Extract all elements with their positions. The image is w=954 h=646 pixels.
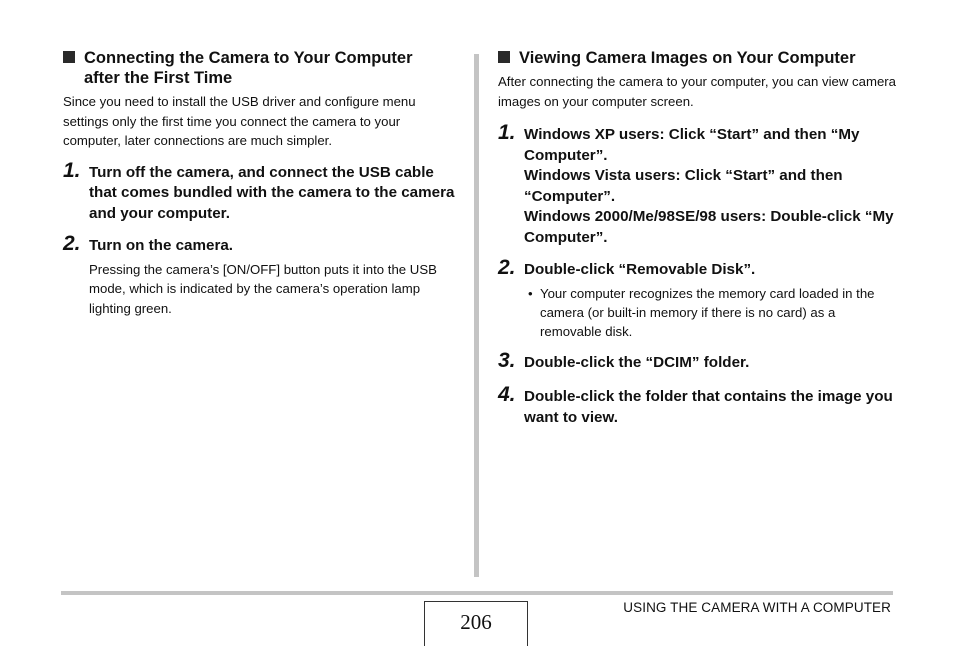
square-bullet-icon [63,51,75,63]
instruction-line: Windows 2000/Me/98SE/98 users: Double-click “My Computer”. [524,208,894,246]
step-title [524,125,898,248]
square-bullet-icon [498,51,510,63]
left-column [63,48,455,319]
step-title: Turn off the camera, and connect the USB cable that comes bundled with the camera to the camera and your computer. [89,163,455,222]
section-heading: Connecting the Camera to Your Computer after the First Time [63,48,455,88]
step-title: Double-click the “DCIM” folder. [524,353,750,371]
instruction-line: Windows Vista users: Click “Start” and then “Computer”. [524,167,843,205]
column-divider [474,54,479,577]
step-2 [498,256,898,341]
step-title: Turn on the camera. [89,237,234,255]
step-number: 2. [498,256,516,280]
step-4 [498,383,898,428]
section-label: USING THE CAMERA WITH A COMPUTER [623,600,891,615]
section-heading: Viewing Camera Images on Your Computer [498,48,898,68]
intro-paragraph: Since you need to install the USB driver and configure menu settings only the first time you connect the camera to your computer, later connections are much simpler. [63,94,416,149]
page-number: 206 [424,601,528,646]
right-column [498,48,898,428]
step-number: 2. [63,232,81,256]
footer-rule [61,591,893,595]
step-number: 3. [498,348,516,372]
step-number: 4. [498,383,516,407]
step-3 [498,348,898,374]
step-description: Pressing the camera’s [ON/OFF] button puts it into the USB mode, which is indicated by the camera’s operation lamp lighting green. [89,261,437,316]
step-number: 1. [63,158,81,182]
step-number: 1. [498,121,516,145]
instruction-line: Windows XP users: Click “Start” and then “My Computer”. [524,126,860,164]
step-1 [63,158,455,225]
bullet-dot-icon: • [528,285,533,301]
step-title: Double-click the folder that contains the image you want to view. [524,388,893,426]
intro-paragraph: After connecting the camera to your computer, you can view camera images on your computer screen. [498,74,897,109]
bullet-note: • Your computer recognizes the memory card loaded in the camera (or built-in memory if there is no card) as a removable disk. [528,285,875,339]
step-2 [63,232,455,318]
step-1 [498,121,898,248]
step-title: Double-click “Removable Disk”. [524,261,756,279]
